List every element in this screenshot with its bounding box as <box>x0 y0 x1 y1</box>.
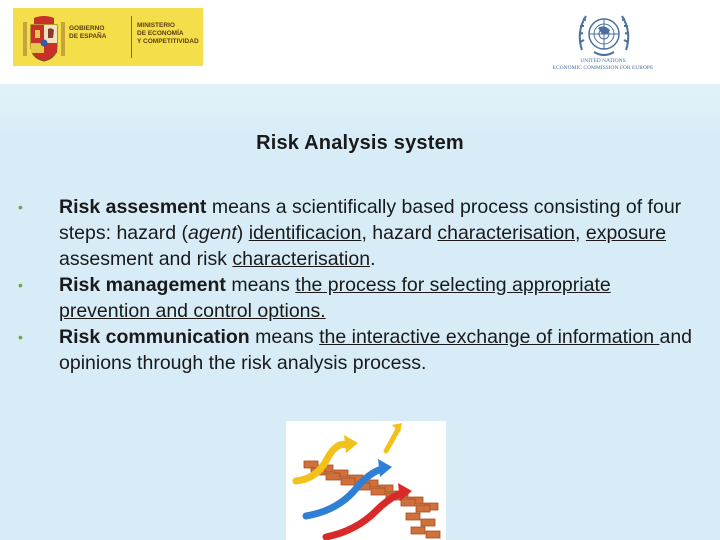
bullet-item-risk-management <box>18 272 698 324</box>
text-segment: ) <box>236 222 249 244</box>
gov-logo-divider <box>131 16 132 58</box>
text-segment-underlined: characterisation <box>232 248 371 270</box>
text-segment: means <box>249 326 320 348</box>
bullet-list <box>18 194 698 376</box>
text-segment: assesment and risk <box>59 248 233 270</box>
arrows-through-brick-wall-illustration <box>286 421 446 540</box>
text-segment-underlined: identificacion <box>248 222 362 244</box>
text-segment: means a scientifically based process consisting of four steps: hazard ( <box>59 196 682 244</box>
term-risk-management: Risk management <box>59 274 226 296</box>
text-segment-underlined: the interactive exchange of information <box>319 326 660 348</box>
bullet-item-risk-communication <box>18 324 698 376</box>
spanish-coat-of-arms-icon <box>23 16 65 62</box>
gov-logo-text-ministry: MINISTERIO DE ECONOMÍA Y COMPETITIVIDAD <box>137 22 199 45</box>
term-risk-assessment: Risk assesment <box>59 196 207 218</box>
un-caption: UNITED NATIONS ECONOMIC COMMISSION FOR EUROPE <box>552 58 654 71</box>
slide-title: Risk Analysis system <box>256 132 464 154</box>
bullet-icon: • <box>18 329 23 345</box>
term-risk-communication: Risk communication <box>59 326 250 348</box>
text-segment-italic: agent <box>187 222 237 244</box>
text-segment: and opinions through the risk analysis process. <box>59 326 693 374</box>
un-emblem-icon <box>574 8 634 60</box>
bullet-icon: • <box>18 199 23 215</box>
text-segment: means <box>225 274 296 296</box>
bullet-item-risk-assessment <box>18 194 698 272</box>
text-segment: . <box>370 248 376 270</box>
spanish-government-logo <box>13 8 203 66</box>
text-segment: , hazard <box>361 222 438 244</box>
text-segment: , <box>575 222 586 244</box>
gov-logo-text-government: GOBIERNO DE ESPAÑA <box>69 25 107 40</box>
text-segment-underlined: exposure <box>585 222 667 244</box>
bullet-icon: • <box>18 277 23 293</box>
text-segment-underlined: characterisation <box>437 222 575 244</box>
text-segment-underlined: the process for selecting appropriate prevention and control options. <box>59 274 611 322</box>
